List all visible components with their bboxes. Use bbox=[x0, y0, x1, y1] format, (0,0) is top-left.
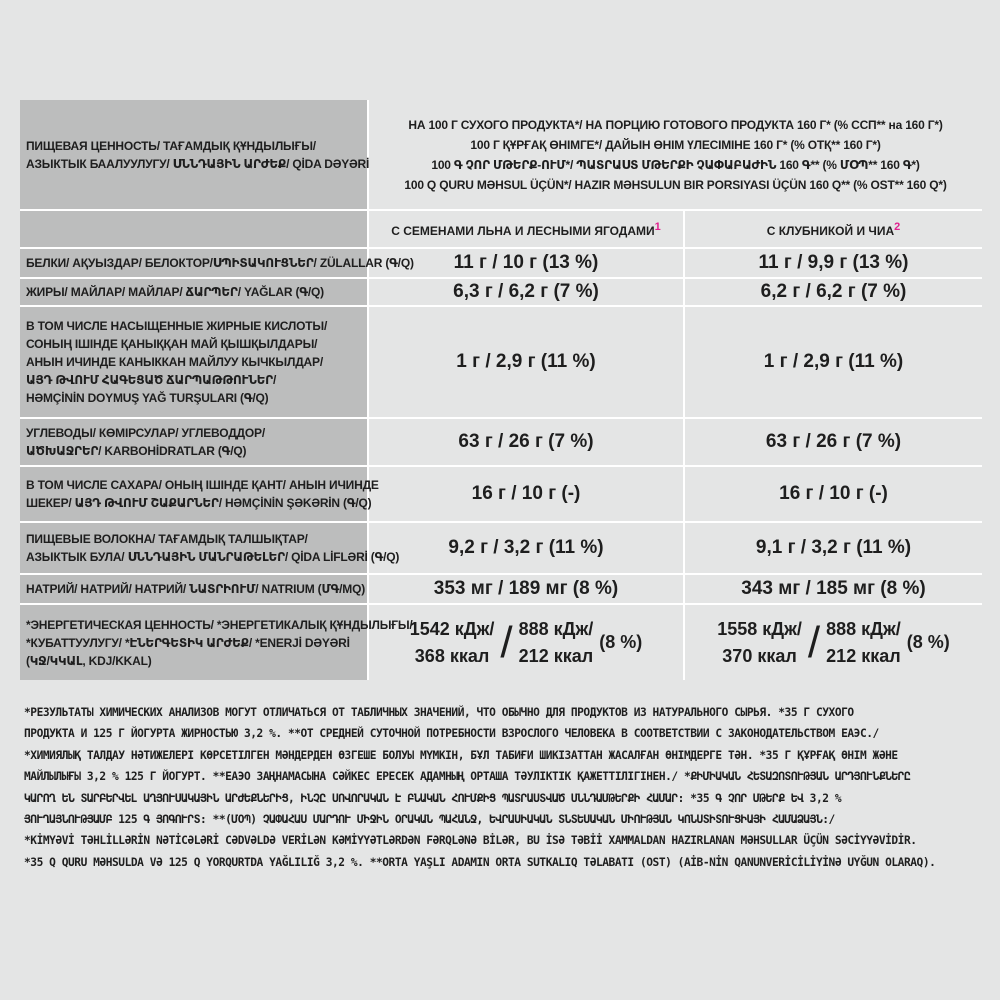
nutrient-value-variant-2: 16 г / 10 г (-) bbox=[684, 466, 982, 522]
nutrient-value-variant-2: 1 г / 2,9 г (11 %) bbox=[684, 306, 982, 418]
nutrient-value-variant-1: 11 г / 10 г (13 %) bbox=[368, 248, 684, 278]
nutrient-label-line: УГЛЕВОДЫ/ КӨМІРСУЛАР/ УГЛЕВОДДОР/ bbox=[26, 426, 265, 440]
nutrient-label bbox=[20, 466, 379, 522]
nutrient-label-line: ЖИРЫ/ МАЙЛАР/ МАЙЛАР/ ՃԱՐՊԵՐ/ YAĞLAR (Գ/Q) bbox=[26, 285, 324, 299]
nutrient-value-variant-2: 343 мг / 185 мг (8 %) bbox=[684, 574, 982, 604]
nutrient-label-line: ПИЩЕВЫЕ ВОЛОКНА/ ТАҒАМДЫҚ ТАЛШЫҚТАР/ bbox=[26, 532, 308, 546]
footnote-line: ПРОДУКТА И 125 Г ЙОГУРТА ЖИРНОСТЬЮ 3,2 %. **ОТ СРЕДНЕЙ СУТОЧНОЙ ПОТРЕБНОСТИ ВЗРОСЛОГО ЧЕЛОВЕКА В СООТВЕТСТВИИ С ЗАКОНОДАТЕЛЬСТВОМ ЕАЭС./ bbox=[24, 727, 879, 741]
variant-2-name: С КЛУБНИКОЙ И ЧИА bbox=[766, 223, 895, 238]
nutrient-label-line: *ЭНЕРГЕТИЧЕСКАЯ ЦЕННОСТЬ/ *ЭНЕРГЕТИКАЛЫҚ ҚҰНДЫЛЫҒЫ/ bbox=[26, 617, 413, 632]
serving-header-line: 100 Գ ՉՈՐ ՄԹԵՐՔ-ՈՒՄ*/ ՊԱՏՐԱՍՏ ՄԹԵՐՔԻ ՉԱՓԱԲԱԺԻՆ 160 Գ** (% ՄՕՊ** 160 Գ*) bbox=[431, 157, 920, 172]
variant-1-header bbox=[368, 210, 684, 248]
footnote-line: ՅՈՒՂԱՅՆՈՒԹՅԱՄԲ 125 Գ ՅՈԳՈՒՐՏ: **(ՄՕՊ) ՉԱՓԱՀԱՍ ՄԱՐԴՈՒ ՄԻՋԻՆ ՕՐԱԿԱՆ ՊԱՀԱՆՋ, ԵՎՐԱՍԻԱԿԱՆ ՏՆՏԵՍԱԿԱՆ ՄԻՈՒԹՅԱՆ ԿՈՆՍՏԻՏՈՒՑԻԱՅԻ ՀԱՄԱՁԱՅՆ:/ bbox=[24, 813, 835, 827]
energy-kj-portion: 888 кДж/ bbox=[518, 618, 594, 639]
serving-header-line: 100 Q QURU MƏHSUL ÜÇÜN*/ HAZIR MƏHSULUN BIR PORSIYASI ÜÇÜN 160 Q** (% OST** 160 Q*) bbox=[404, 177, 947, 192]
label-header-line: ПИЩЕВАЯ ЦЕННОСТЬ/ ТАҒАМДЫҚ ҚҰНДЫЛЫҒЫ/ bbox=[26, 138, 316, 153]
nutrient-value-variant-1: 63 г / 26 г (7 %) bbox=[368, 418, 684, 466]
nutrient-label-line: СОНЫҢ ІШІНДЕ ҚАНЫҚҚАН МАЙ ҚЫШҚЫЛДАРЫ/ bbox=[26, 337, 318, 351]
nutrient-row-sugars bbox=[20, 466, 982, 522]
energy-kcal-dry: 368 ккал bbox=[414, 645, 490, 666]
label-header-line: АЗЫКТЫК БААЛУУЛУГУ/ ՍՆՆԴԱՅԻՆ ԱՐԺԵՔ/ QİDA DƏYƏRİ bbox=[26, 156, 370, 171]
energy-kcal-portion: 212 ккал bbox=[826, 645, 901, 666]
footnotes bbox=[24, 702, 984, 873]
nutrient-label bbox=[20, 604, 413, 680]
nutrient-label-line: ԱՅԴ ԹՎՈՒՄ ՀԱԳԵՑԱԾ ՃԱՐՊԱԹԹՈՒՆԵՐ/ bbox=[26, 373, 277, 387]
nutrient-label bbox=[20, 522, 400, 574]
nutrient-label bbox=[20, 574, 368, 604]
nutrient-label-line: HƏMÇİNİN DOYMUŞ YAĞ TURŞULARI (Գ/Q) bbox=[26, 391, 269, 405]
nutrient-label bbox=[20, 248, 414, 278]
nutrition-table bbox=[20, 100, 982, 680]
nutrient-label-line: ШЕКЕР/ ԱՅԴ ԹՎՈՒՄ ՇԱՔԱՐՆԵՐ/ HƏMÇİNİN ŞƏKƏRİN (Գ/Q) bbox=[26, 496, 372, 510]
variant-label-cell bbox=[20, 210, 368, 248]
energy-percent: (8 %) bbox=[599, 632, 643, 652]
nutrient-label-line: НАТРИЙ/ НАТРИЙ/ НАТРИЙ/ ՆԱՏՐԻՈՒՄ/ NATRIUM (ՄԳ/MQ) bbox=[26, 582, 366, 596]
nutrient-label bbox=[20, 306, 368, 418]
footnote-line: ԿԱՐՈՂ ԵՆ ՏԱՐԲԵՐՎԵԼ ԱՂՅՈՒՍԱԿԱՅԻՆ ԱՐԺԵՔՆԵՐԻՑ, ԻՆՉԸ ՍՈՎՈՐԱԿԱՆ Է ԲՆԱԿԱՆ ՀՈՒՄՔԻՑ ՊԱՏՐԱՍՏՎԱԾ ՍՆՆԴԱՄԹԵՐՔԻ ՀԱՄԱՐ: *35 Գ ՉՈՐ ՄԹԵՐՔ ԵՎ 3,2 % bbox=[24, 791, 842, 805]
energy-value-variant-1 bbox=[368, 604, 684, 680]
nutrient-label-line: В ТОМ ЧИСЛЕ НАСЫЩЕННЫЕ ЖИРНЫЕ КИСЛОТЫ/ bbox=[26, 319, 328, 333]
footnote-line: *ХИМИЯЛЫҚ ТАЛДАУ НӘТИЖЕЛЕРІ КӨРСЕТІЛГЕН МӘНДЕРДЕН ӨЗГЕШЕ БОЛУЫ МҮМКІН, БҰЛ ТАБИҒИ ШИКІЗАТТАН ЖАСАЛҒАН ӨНІМДЕРГЕ ТӘН. *35 Г ҚҰРҒАҚ ӨНІМ ЖӘНЕ bbox=[24, 748, 898, 762]
footnote-line: *РЕЗУЛЬТАТЫ ХИМИЧЕСКИХ АНАЛИЗОВ МОГУТ ОТЛИЧАТЬСЯ ОТ ТАБЛИЧНЫХ ЗНАЧЕНИЙ, ЧТО ОБЫЧНО ДЛЯ ПРОДУКТОВ ИЗ НАТУРАЛЬНОГО СЫРЬЯ. *35 Г СУХОГО bbox=[24, 706, 854, 719]
nutrient-row-protein bbox=[20, 248, 982, 278]
nutrient-row-saturated-fat bbox=[20, 306, 982, 418]
nutrient-row-fat bbox=[20, 278, 982, 306]
header-row bbox=[20, 100, 982, 210]
nutrient-label-line: В ТОМ ЧИСЛЕ САХАРА/ ОНЫҢ ІШІНДЕ ҚАНТ/ АНЫН ИЧИНДЕ bbox=[26, 478, 379, 492]
energy-separator: / bbox=[500, 617, 513, 667]
nutrient-label-line: (ԿՋ/ԿԿԱԼ, KDJ/KKAL) bbox=[26, 653, 152, 668]
nutrient-row-fiber bbox=[20, 522, 982, 574]
variant-2-footnote-marker: 2 bbox=[894, 220, 901, 233]
variant-1-footnote-marker: 1 bbox=[654, 220, 661, 233]
energy-percent: (8 %) bbox=[906, 632, 950, 652]
nutrient-value-variant-1: 9,2 г / 3,2 г (11 %) bbox=[368, 522, 684, 574]
energy-kj-dry: 1542 кДж/ bbox=[409, 618, 495, 639]
nutrient-value-variant-2: 11 г / 9,9 г (13 %) bbox=[684, 248, 982, 278]
nutrient-value-variant-1: 6,3 г / 6,2 г (7 %) bbox=[368, 278, 684, 306]
nutrient-label-line: АНЫН ИЧИНДЕ КАНЫККАН МАЙЛУУ КЫЧКЫЛДАР/ bbox=[26, 355, 323, 369]
nutrient-value-variant-2: 63 г / 26 г (7 %) bbox=[684, 418, 982, 466]
nutrient-label-line: *КУБАТТУУЛУГУ/ *ԷՆԵՐԳԵՏԻԿ ԱՐԺԵՔ/ *ENERJİ DƏYƏRİ bbox=[26, 635, 350, 650]
variant-2-header bbox=[684, 210, 982, 248]
energy-value-variant-2 bbox=[684, 604, 982, 680]
nutrient-row-carbohydrates bbox=[20, 418, 982, 466]
footnote-line: МАЙЛЫЛЫҒЫ 3,2 % 125 Г ЙОГУРТ. **ЕАЭО ЗАҢНАМАСЫНА СӘЙКЕС ЕРЕСЕК АДАМНЫҢ ОРТАША ТӘУЛІКТІК ҚАЖЕТТІЛІГІНЕН./ *ՔԻՄԻԱԿԱՆ ՀԵՏԱԶՈՏՈՒԹՅԱՆ ԱՐԴՅՈՒՆՔՆԵՐԸ bbox=[24, 770, 911, 784]
nutrient-row-energy bbox=[20, 604, 982, 680]
footnote-line: *35 Q QURU MƏHSULDA VƏ 125 Q YORQURTDA YAĞLILIĞ 3,2 %. **ORTA YAŞLI ADAMIN ORTA SUTKALIQ TƏLABATI (OST) (AİB-NİN QANUNVERİCİLİYİNƏ UYĞUN OLARAQ). bbox=[24, 855, 936, 869]
nutrient-label bbox=[20, 418, 368, 466]
energy-kj-dry: 1558 кДж/ bbox=[717, 618, 802, 639]
energy-separator: / bbox=[807, 617, 821, 667]
nutrient-label-line: ԱԾԽԱՋՐԵՐ/ KARBOHİDRATLAR (Գ/Q) bbox=[26, 444, 247, 458]
nutrient-row-sodium bbox=[20, 574, 982, 604]
nutrient-label-line: АЗЫКТЫК БУЛА/ ՍՆՆԴԱՅԻՆ ՄԱՆՐԱԹԵԼԵՐ/ QİDA LİFLƏRİ (Գ/Q) bbox=[26, 550, 400, 564]
nutrient-label bbox=[20, 278, 368, 306]
energy-kcal-dry: 370 ккал bbox=[722, 645, 797, 666]
nutrient-value-variant-2: 9,1 г / 3,2 г (11 %) bbox=[684, 522, 982, 574]
nutrient-value-variant-1: 353 мг / 189 мг (8 %) bbox=[368, 574, 684, 604]
serving-header-line: 100 Г ҚҰРҒАҚ ӨНІМГЕ*/ ДАЙЫН ӨНІМ ҮЛЕСІМІНЕ 160 Г* (% ОТҚ** 160 Г*) bbox=[470, 137, 881, 152]
serving-header-line: НА 100 Г СУХОГО ПРОДУКТА*/ НА ПОРЦИЮ ГОТОВОГО ПРОДУКТА 160 Г* (% ССП** на 160 Г*) bbox=[408, 117, 943, 132]
serving-header-cell bbox=[368, 100, 982, 210]
variant-row bbox=[20, 210, 982, 248]
energy-kj-portion: 888 кДж/ bbox=[826, 618, 901, 639]
nutrient-value-variant-1: 16 г / 10 г (-) bbox=[368, 466, 684, 522]
footnote-line: *KİMYƏVİ TƏHLİLLƏRİN NƏTİCƏLƏRİ CƏDVƏLDƏ VERİLƏN KƏMİYYƏTLƏRDƏN FƏRQLƏNƏ BİLƏR, BU İSƏ TƏBİİ XAMMALDAN HAZIRLANAN MƏHSULLAR ÜÇÜN SƏCİYYƏVİDİR. bbox=[24, 834, 917, 848]
nutrient-value-variant-2: 6,2 г / 6,2 г (7 %) bbox=[684, 278, 982, 306]
nutrient-value-variant-1: 1 г / 2,9 г (11 %) bbox=[368, 306, 684, 418]
energy-kcal-portion: 212 ккал bbox=[518, 645, 594, 666]
variant-1-name: С СЕМЕНАМИ ЛЬНА И ЛЕСНЫМИ ЯГОДАМИ bbox=[391, 223, 655, 238]
nutrient-label-line: БЕЛКИ/ АҚУЫЗДАР/ БЕЛОКТОР/ՍՊԻՏԱԿՈՒՑՆԵՐ/ ZÜLALLAR (Գ/Q) bbox=[26, 256, 414, 270]
label-header-cell bbox=[20, 100, 368, 210]
